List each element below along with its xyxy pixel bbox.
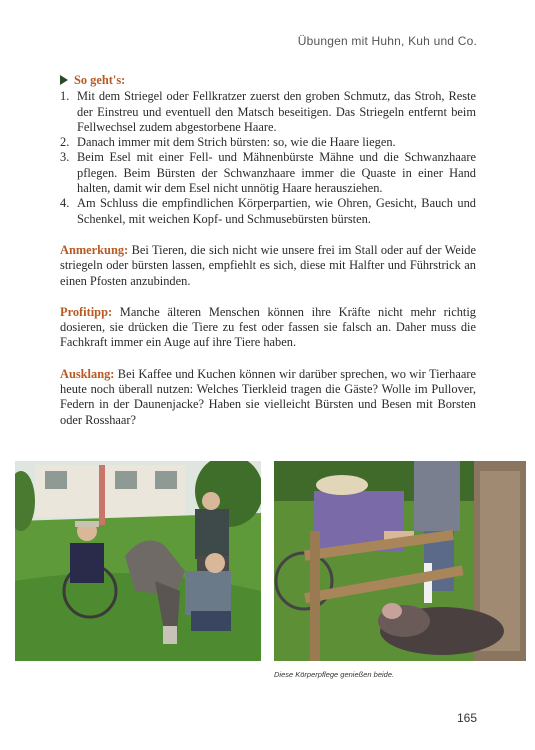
step-text: Danach immer mit dem Strich bürsten: so, wie die Haare liegen. (77, 135, 396, 150)
step-text: Am Schluss die empfindlichen Körperpartien, wie Ohren, Gesicht, Bauch und Schenkel, mit weichen Kopf- und Schmusebürsten bürsten. (77, 196, 476, 226)
step-number: 1. (60, 89, 70, 104)
section-heading-text: So geht's: (74, 73, 126, 87)
photo-pig-grooming (274, 461, 526, 661)
note-anmerkung (60, 243, 476, 289)
photo-caption: Diese Körperpflege genießen beide. (274, 670, 395, 679)
note-ausklang (60, 367, 476, 428)
step-number: 3. (60, 150, 70, 165)
list-item (60, 135, 476, 150)
list-item (60, 196, 476, 227)
note-text: Bei Tieren, die sich nicht wie unsere frei im Stall oder auf der Weide striegeln oder bürsten lassen, empfiehlt es sich, diese mit Halfter und Führstrick an einen Pfosten anzubinden. (60, 242, 476, 288)
note-text: Bei Kaffee und Kuchen können wir darüber sprechen, wo wir Tierhaare heute noch überall nutzen: Welches Tierkleid tragen die Gäste? Wolle im Pullover, Federn in der Daunenjacke? Haben sie vielleicht Bürsten und Besen mit Borsten oder Rosshaar? (60, 366, 476, 427)
note-profitipp (60, 305, 476, 351)
step-number: 4. (60, 196, 70, 211)
list-item (60, 150, 476, 196)
list-item (60, 89, 476, 135)
main-content (60, 73, 476, 428)
step-number: 2. (60, 135, 70, 150)
note-text: Manche älteren Menschen können ihre Kräfte nicht mehr richtig dosieren, sie drücken die Tiere zu fest oder fassen sie falsch an. Daher muss die Fachkraft immer ein Auge auf ihre Tiere haben. (60, 304, 476, 350)
photo-donkey-grooming-image (15, 461, 261, 661)
note-label: Ausklang: (60, 366, 115, 381)
step-text: Beim Esel mit einer Fell- und Mähnenbürste Mähne und die Schwanzhaare pflegen. Beim Bürsten der Schwanzhaare immer die Quaste in einer Hand halten, damit wir dem Esel nicht unnötig Haare herausziehen. (77, 150, 476, 196)
steps-list (60, 89, 476, 227)
page-number: 165 (456, 711, 477, 725)
running-header: Übungen mit Huhn, Kuh und Co. (297, 34, 477, 48)
note-label: Anmerkung: (60, 242, 129, 257)
photo-donkey-grooming (15, 461, 261, 661)
photo-pig-grooming-image (274, 461, 526, 661)
triangle-bullet-icon (60, 75, 68, 85)
step-text: Mit dem Striegel oder Fellkratzer zuerst den groben Schmutz, das Stroh, Reste der Einstreu und eventuell den Matsch beseitigen. Das Striegeln entfernt beim Fellwechsel zudem abgestorbene Haare. (77, 89, 476, 134)
note-label: Profitipp: (60, 304, 113, 319)
section-heading (60, 73, 476, 88)
